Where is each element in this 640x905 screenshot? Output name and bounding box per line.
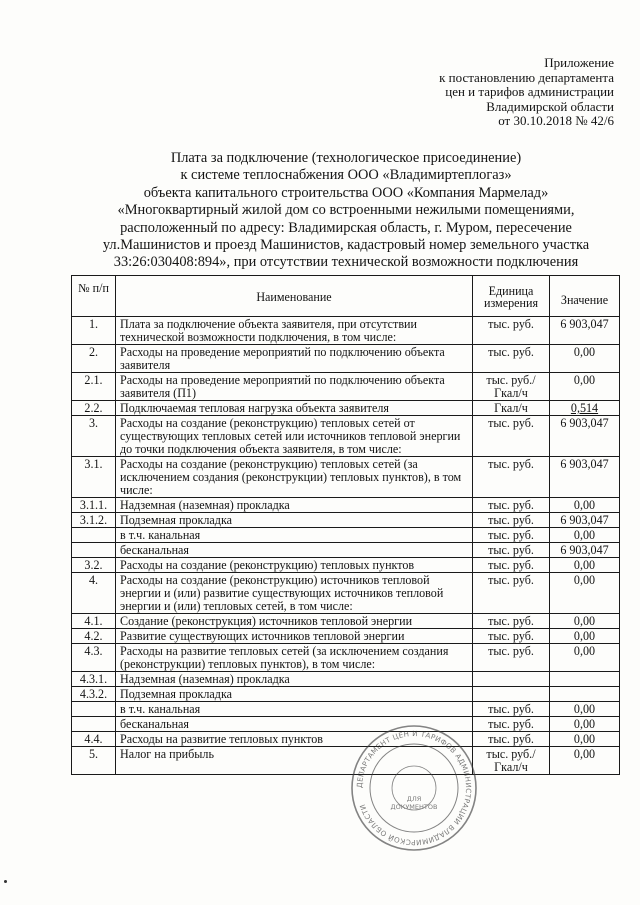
header-num: № п/п — [72, 276, 116, 317]
title-line: расположенный по адресу: Владимирская область, г. Муром, пересечение — [120, 219, 572, 236]
row-value — [550, 401, 620, 416]
row-value: 0,00 — [550, 373, 620, 401]
row-num — [72, 717, 116, 732]
title-line: ул.Машинистов и проезд Машинистов, кадастровый номер земельного участка — [102, 237, 590, 254]
row-unit: тыс. руб./ Гкал/ч — [473, 373, 550, 401]
row-value: 0,00 — [550, 747, 620, 775]
row-name: бесканальная — [116, 717, 473, 732]
appendix-line: Приложение — [544, 55, 614, 70]
row-name: Налог на прибыль — [116, 747, 473, 775]
row-num: 4.3. — [72, 644, 116, 672]
table-row — [72, 528, 620, 543]
row-unit: тыс. руб. — [473, 573, 550, 614]
row-num: 3. — [72, 416, 116, 457]
row-value: 0,00 — [550, 614, 620, 629]
row-unit: тыс. руб. — [473, 416, 550, 457]
table-header-row — [72, 276, 620, 317]
row-num: 2.2. — [72, 401, 116, 416]
row-value: 6 903,047 — [550, 457, 620, 498]
table-row — [72, 416, 620, 457]
table-row — [72, 345, 620, 373]
scan-mark — [4, 880, 7, 883]
row-unit: тыс. руб. — [473, 345, 550, 373]
row-unit: Гкал/ч — [473, 401, 550, 416]
title-line: «Многоквартирный жилой дом со встроенными нежилыми помещениями, — [117, 202, 575, 219]
table-row — [72, 629, 620, 644]
stamp-center-line-1: ДЛЯ — [406, 795, 422, 803]
row-num: 4.2. — [72, 629, 116, 644]
row-name: Развитие существующих источников тепловой энергии — [116, 629, 473, 644]
appendix-block — [439, 56, 614, 129]
row-unit: тыс. руб. — [473, 629, 550, 644]
row-unit: тыс. руб. — [473, 498, 550, 513]
row-num: 3.2. — [72, 558, 116, 573]
row-value: 0,00 — [550, 558, 620, 573]
row-num: 3.1. — [72, 457, 116, 498]
row-name: Надземная (наземная) прокладка — [116, 672, 473, 687]
row-num — [72, 543, 116, 558]
row-value — [550, 687, 620, 702]
row-name: Расходы на проведение мероприятий по подключению объекта заявителя (П1) — [116, 373, 473, 401]
header-value: Значение — [550, 276, 620, 317]
row-name: Расходы на развитие тепловых пунктов — [116, 732, 473, 747]
row-name: Плата за подключение объекта заявителя, при отсутствии технической возможности подключения, в том числе: — [116, 317, 473, 345]
official-stamp — [349, 723, 479, 853]
title-line: 33:26:030408:894», при отсутствии технической возможности подключения — [113, 254, 579, 271]
row-value: 6 903,047 — [550, 513, 620, 528]
row-value: 0,00 — [550, 644, 620, 672]
row-value: 0,00 — [550, 732, 620, 747]
row-name: Расходы на развитие тепловых сетей (за исключением создания (реконструкции) тепловых пунктов), в том числе: — [116, 644, 473, 672]
row-num: 4.4. — [72, 732, 116, 747]
header-unit: Единица измерения — [473, 276, 550, 317]
row-value: 0,00 — [550, 573, 620, 614]
row-value: 0,00 — [550, 629, 620, 644]
row-num — [72, 528, 116, 543]
table-row — [72, 457, 620, 498]
row-name: бесканальная — [116, 543, 473, 558]
row-name: в т.ч. канальная — [116, 528, 473, 543]
table-row — [72, 543, 620, 558]
table-row — [72, 672, 620, 687]
appendix-line: к постановлению департамента — [439, 69, 614, 85]
row-unit: тыс. руб. — [473, 614, 550, 629]
row-unit: тыс. руб. — [473, 702, 550, 717]
appendix-line: Владимирской области — [486, 98, 614, 114]
row-value: 6 903,047 — [550, 317, 620, 345]
table-row — [72, 702, 620, 717]
row-num: 4. — [72, 573, 116, 614]
row-num: 4.3.2. — [72, 687, 116, 702]
row-value — [550, 672, 620, 687]
row-num: 4.3.1. — [72, 672, 116, 687]
table-row — [72, 732, 620, 747]
row-value: 0,00 — [550, 702, 620, 717]
row-name: Подземная прокладка — [116, 687, 473, 702]
row-unit: тыс. руб. — [473, 558, 550, 573]
appendix-line: от 30.10.2018 № 42/6 — [498, 113, 614, 128]
row-num — [72, 702, 116, 717]
row-unit: тыс. руб. — [473, 513, 550, 528]
row-value: 6 903,047 — [550, 543, 620, 558]
row-num: 2.1. — [72, 373, 116, 401]
row-unit: тыс. руб. — [473, 317, 550, 345]
title-line: Плата за подключение (технологическое присоединение) — [170, 150, 522, 166]
document-title — [80, 150, 612, 272]
row-name: Создание (реконструкция) источников тепловой энергии — [116, 614, 473, 629]
row-value: 0,00 — [550, 717, 620, 732]
row-unit: тыс. руб. — [473, 543, 550, 558]
table-row — [72, 513, 620, 528]
row-name: Надземная (наземная) прокладка — [116, 498, 473, 513]
row-num: 4.1. — [72, 614, 116, 629]
row-num: 1. — [72, 317, 116, 345]
row-unit — [473, 672, 550, 687]
table-row — [72, 373, 620, 401]
row-num: 3.1.1. — [72, 498, 116, 513]
row-num: 2. — [72, 345, 116, 373]
row-value: 0,00 — [550, 528, 620, 543]
appendix-line: цен и тарифов администрации — [445, 84, 614, 99]
header-name: Наименование — [116, 276, 473, 317]
row-name: Расходы на создание (реконструкцию) тепловых сетей (за исключением создания (реконструкции) тепловых пунктов), в том числе: — [116, 457, 473, 498]
table-row — [72, 401, 620, 416]
row-name: Расходы на создание (реконструкцию) тепловых пунктов — [116, 558, 473, 573]
row-num: 3.1.2. — [72, 513, 116, 528]
row-unit: тыс. руб. — [473, 528, 550, 543]
table-row — [72, 644, 620, 672]
row-value: 6 903,047 — [550, 416, 620, 457]
table-row — [72, 317, 620, 345]
table-row — [72, 498, 620, 513]
row-value: 0,00 — [550, 345, 620, 373]
table-row — [72, 614, 620, 629]
row-name: Подземная прокладка — [116, 513, 473, 528]
table-row — [72, 558, 620, 573]
table-row — [72, 687, 620, 702]
table-row — [72, 573, 620, 614]
row-value: 0,00 — [550, 498, 620, 513]
row-value-text: 0,514 — [570, 401, 599, 415]
row-name: Расходы на создание (реконструкцию) тепловых сетей от существующих тепловых сетей или источников тепловой энергии до точки подключения объекта заявителя, в том числе: — [116, 416, 473, 457]
stamp-center-line-2: ДОКУМЕНТОВ — [390, 803, 438, 811]
row-num: 5. — [72, 747, 116, 775]
row-unit: тыс. руб./ Гкал/ч — [473, 747, 550, 775]
row-name: Подключаемая тепловая нагрузка объекта заявителя — [116, 401, 473, 416]
row-unit: тыс. руб. — [473, 732, 550, 747]
row-unit: тыс. руб. — [473, 717, 550, 732]
row-unit: тыс. руб. — [473, 457, 550, 498]
row-name: Расходы на создание (реконструкцию) источников тепловой энергии и (или) развитие существующих источников тепловой энергии и (или) тепловых сетей, в том числе: — [116, 573, 473, 614]
stamp-outer-text: ДЕПАРТАМЕНТ ЦЕН И ТАРИФОВ АДМИНИСТРАЦИИ ВЛАДИМИРСКОЙ ОБЛАСТИ — [354, 728, 474, 848]
row-name: в т.ч. канальная — [116, 702, 473, 717]
svg-text:ДЕПАРТАМЕНТ ЦЕН И ТАРИФОВ АДМИ — [355, 729, 473, 847]
row-unit — [473, 687, 550, 702]
title-line: к системе теплоснабжения ООО «Владимиртеплогаз» — [180, 167, 512, 184]
title-line: объекта капитального строительства ООО «Компания Мармелад» — [143, 184, 549, 201]
table-row — [72, 747, 620, 775]
table-row — [72, 717, 620, 732]
row-unit: тыс. руб. — [473, 644, 550, 672]
row-name: Расходы на проведение мероприятий по подключению объекта заявителя — [116, 345, 473, 373]
fee-table — [71, 275, 620, 775]
